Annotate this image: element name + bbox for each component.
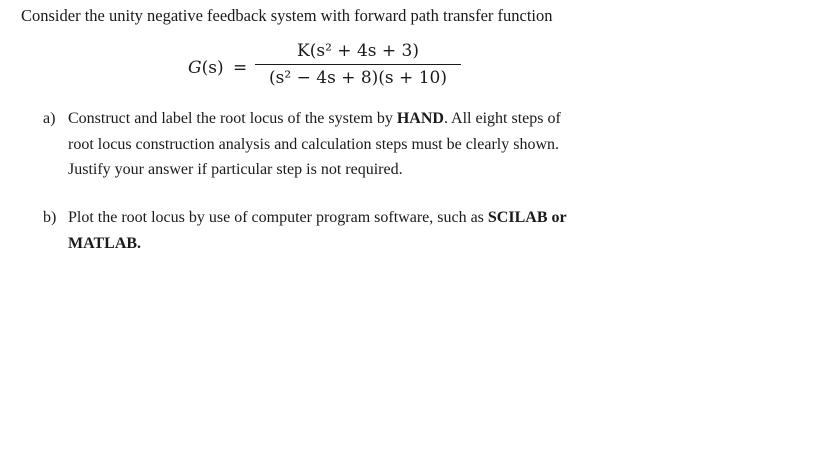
part-b-emphasis-scilab: SCILAB or xyxy=(487,209,567,226)
equation-function-argument: (s) xyxy=(201,58,224,78)
part-b-text xyxy=(68,205,567,256)
part-a-line-3: Justify your answer if particular step is not required. xyxy=(68,161,403,178)
equation-lhs xyxy=(188,58,224,78)
part-b-line-1-text: Plot the root locus by use of computer program software, such as xyxy=(68,209,488,226)
part-a-emphasis-hand: HAND xyxy=(396,110,444,127)
part-a-line-2: root locus construction analysis and calculation steps must be clearly shown. xyxy=(68,135,559,153)
part-a-line-1 xyxy=(68,106,561,132)
fraction-bar xyxy=(255,64,461,65)
part-b-marker: b) xyxy=(43,209,57,226)
equation-denominator: (s² − 4s + 8)(s + 10) xyxy=(269,68,447,88)
equation-equals-sign: = xyxy=(233,58,248,78)
part-a-text xyxy=(68,106,561,183)
transfer-function-equation xyxy=(188,40,468,100)
part-a-line-1-text: Construct and label the root locus of the system by xyxy=(68,110,397,127)
problem-intro: Consider the unity negative feedback system with forward path transfer function xyxy=(21,6,553,25)
part-b-line-1 xyxy=(68,205,567,231)
equation-function-name: G xyxy=(188,58,202,78)
part-a-marker: a) xyxy=(43,110,56,127)
equation-numerator: K(s² + 4s + 3) xyxy=(297,41,419,61)
equation-fraction xyxy=(255,40,461,89)
part-a-line-1-tail: . All eight steps of xyxy=(443,110,561,127)
part-b-line-2: MATLAB. xyxy=(68,234,142,252)
